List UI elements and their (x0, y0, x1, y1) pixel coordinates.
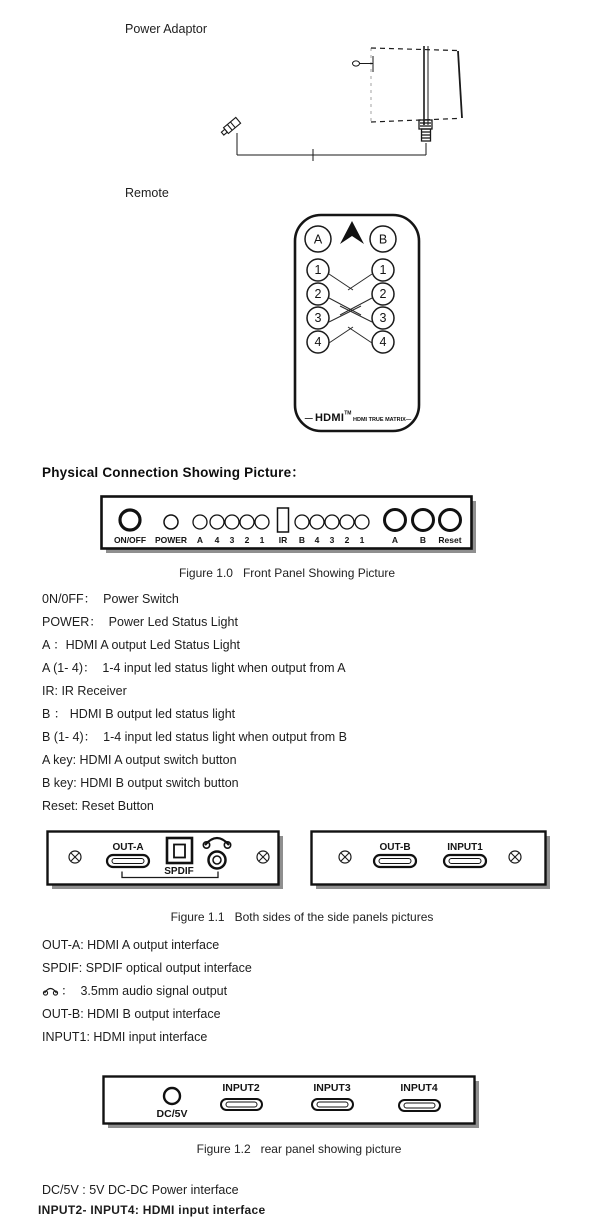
rear-panel-notes (38, 1180, 266, 1220)
note-line: DC/5V : 5V DC-DC Power interface (42, 1183, 239, 1197)
led-b4-label: 4 (314, 535, 320, 545)
led-b2-label: 2 (344, 535, 350, 545)
input3-label: INPUT3 (313, 1082, 351, 1094)
hdmi-port-icon (444, 855, 486, 867)
note-line: B (1- 4)： 1-4 input led status light when output from B (42, 730, 348, 744)
figure-1-1-caption: Figure 1.1 Both sides of the side panels pictures (170, 910, 434, 924)
section-heading: Physical Connection Showing Picture： (42, 465, 305, 480)
power-adaptor-drawing (215, 38, 465, 168)
remote-label-b: B (378, 232, 388, 247)
onoff-button-icon (120, 510, 140, 530)
adaptor-dc-connector-icon (419, 120, 432, 141)
button-b-label: B (419, 535, 427, 545)
dc-power-jack-icon (164, 1088, 180, 1104)
input2-label: INPUT2 (222, 1082, 260, 1094)
button-a-label: A (391, 535, 399, 545)
led-b-icon (295, 515, 309, 529)
led-b-label: B (298, 535, 306, 545)
side-panel-left-outline (48, 832, 279, 885)
remote-label-r3: 3 (379, 311, 387, 325)
hdmi-port-icon (312, 1099, 353, 1110)
figure-1-2-caption: Figure 1.2 rear panel showing picture (196, 1142, 402, 1156)
power-led-icon (164, 515, 178, 529)
front-panel-drawing (100, 495, 480, 559)
hdmi-port-icon (221, 1099, 262, 1110)
button-reset-icon (440, 510, 461, 531)
led-a3-label: 3 (229, 535, 235, 545)
onoff-label: ON/OFF (113, 535, 147, 545)
side-panel-left-drawing (46, 830, 286, 894)
input1-label: INPUT1 (447, 842, 483, 853)
led-a2-icon (240, 515, 254, 529)
input4-label: INPUT4 (400, 1082, 438, 1094)
note-line: Reset: Reset Button (42, 799, 154, 813)
remote-label-r1: 1 (379, 263, 387, 277)
remote-label-l3: 3 (314, 311, 322, 325)
note-line: SPDIF: SPDIF optical output interface (42, 961, 252, 975)
brand-dash: — (304, 414, 315, 423)
note-line: 0N/0FF： Power Switch (42, 592, 179, 606)
led-a-icon (193, 515, 207, 529)
remote-label-l4: 4 (314, 335, 322, 349)
hdmi-port-icon (107, 855, 149, 867)
led-b4-icon (310, 515, 324, 529)
audio-jack-icon (209, 852, 226, 869)
brand-hdmi: HDMI (314, 412, 345, 424)
note-line: A (1- 4)： 1-4 input led status light when output from A (42, 661, 346, 675)
remote-body (293, 213, 423, 435)
rear-panel-drawing (102, 1075, 482, 1133)
remote-label-r4: 4 (379, 335, 387, 349)
note-line: OUT-A: HDMI A output interface (42, 938, 220, 952)
led-a-label: A (196, 535, 204, 545)
spdif-label: SPDIF (164, 866, 194, 877)
note-line: POWER： Power Led Status Light (42, 615, 238, 629)
note-line: IR: IR Receiver (42, 684, 127, 698)
note-line: A ：HDMI A output Led Status Light (42, 638, 241, 652)
figure-1-0-caption: Figure 1.0 Front Panel Showing Picture (178, 566, 396, 580)
ir-label: IR (278, 535, 288, 545)
side-panel-right-drawing (310, 830, 553, 894)
out-a-label: OUT-A (112, 842, 144, 853)
note-line: INPUT1: HDMI input interface (42, 1030, 208, 1044)
led-a1-label: 1 (259, 535, 265, 545)
led-a2-label: 2 (244, 535, 250, 545)
front-panel-notes (42, 588, 347, 818)
button-reset-label: Reset (438, 535, 462, 545)
adaptor-plug-prong-icon (353, 56, 374, 72)
remote-label-l2: 2 (314, 287, 322, 301)
dc-5v-label: DC/5V (156, 1108, 188, 1120)
hdmi-port-icon (374, 855, 416, 867)
led-a1-icon (255, 515, 269, 529)
headphone-note-text: ： 3.5mm audio signal output (61, 984, 228, 998)
ir-window-icon (278, 508, 289, 532)
brand-suffix: HDMI TRUE MATRIX— (351, 417, 412, 423)
note-line: OUT-B: HDMI B output interface (42, 1007, 221, 1021)
led-a4-icon (210, 515, 224, 529)
adaptor-body-icon (371, 46, 462, 125)
led-b3-icon (325, 515, 339, 529)
remote-label-r2: 2 (379, 287, 387, 301)
adaptor-cable-icon (220, 117, 426, 161)
led-b1-icon (355, 515, 369, 529)
remote-label: Remote (125, 186, 169, 200)
remote-label-l1: 1 (314, 263, 322, 277)
button-a-icon (385, 510, 406, 531)
spdif-port-icon (167, 838, 192, 863)
button-b-icon (413, 510, 434, 531)
led-a3-icon (225, 515, 239, 529)
side-panel-notes (42, 934, 252, 1049)
note-line: B key: HDMI B output switch button (42, 776, 239, 790)
note-line: A key: HDMI A output switch button (42, 753, 237, 767)
led-a4-label: 4 (214, 535, 220, 545)
note-line: B ： HDMI B output led status light (42, 707, 236, 721)
headphone-icon (42, 983, 59, 997)
led-b3-label: 3 (329, 535, 335, 545)
hdmi-port-icon (399, 1100, 440, 1111)
remote-brand-text (293, 408, 423, 426)
note-line: INPUT2- INPUT4: HDMI input interface (38, 1203, 266, 1217)
led-b2-icon (340, 515, 354, 529)
power-label: POWER (154, 535, 188, 545)
note-line-headphone (42, 980, 252, 1003)
remote-drawing (293, 213, 423, 435)
remote-label-a: A (313, 232, 323, 247)
led-b1-label: 1 (359, 535, 365, 545)
power-adaptor-label: Power Adaptor (125, 22, 207, 36)
out-b-label: OUT-B (379, 842, 411, 853)
brand-tm: TM (344, 410, 352, 417)
